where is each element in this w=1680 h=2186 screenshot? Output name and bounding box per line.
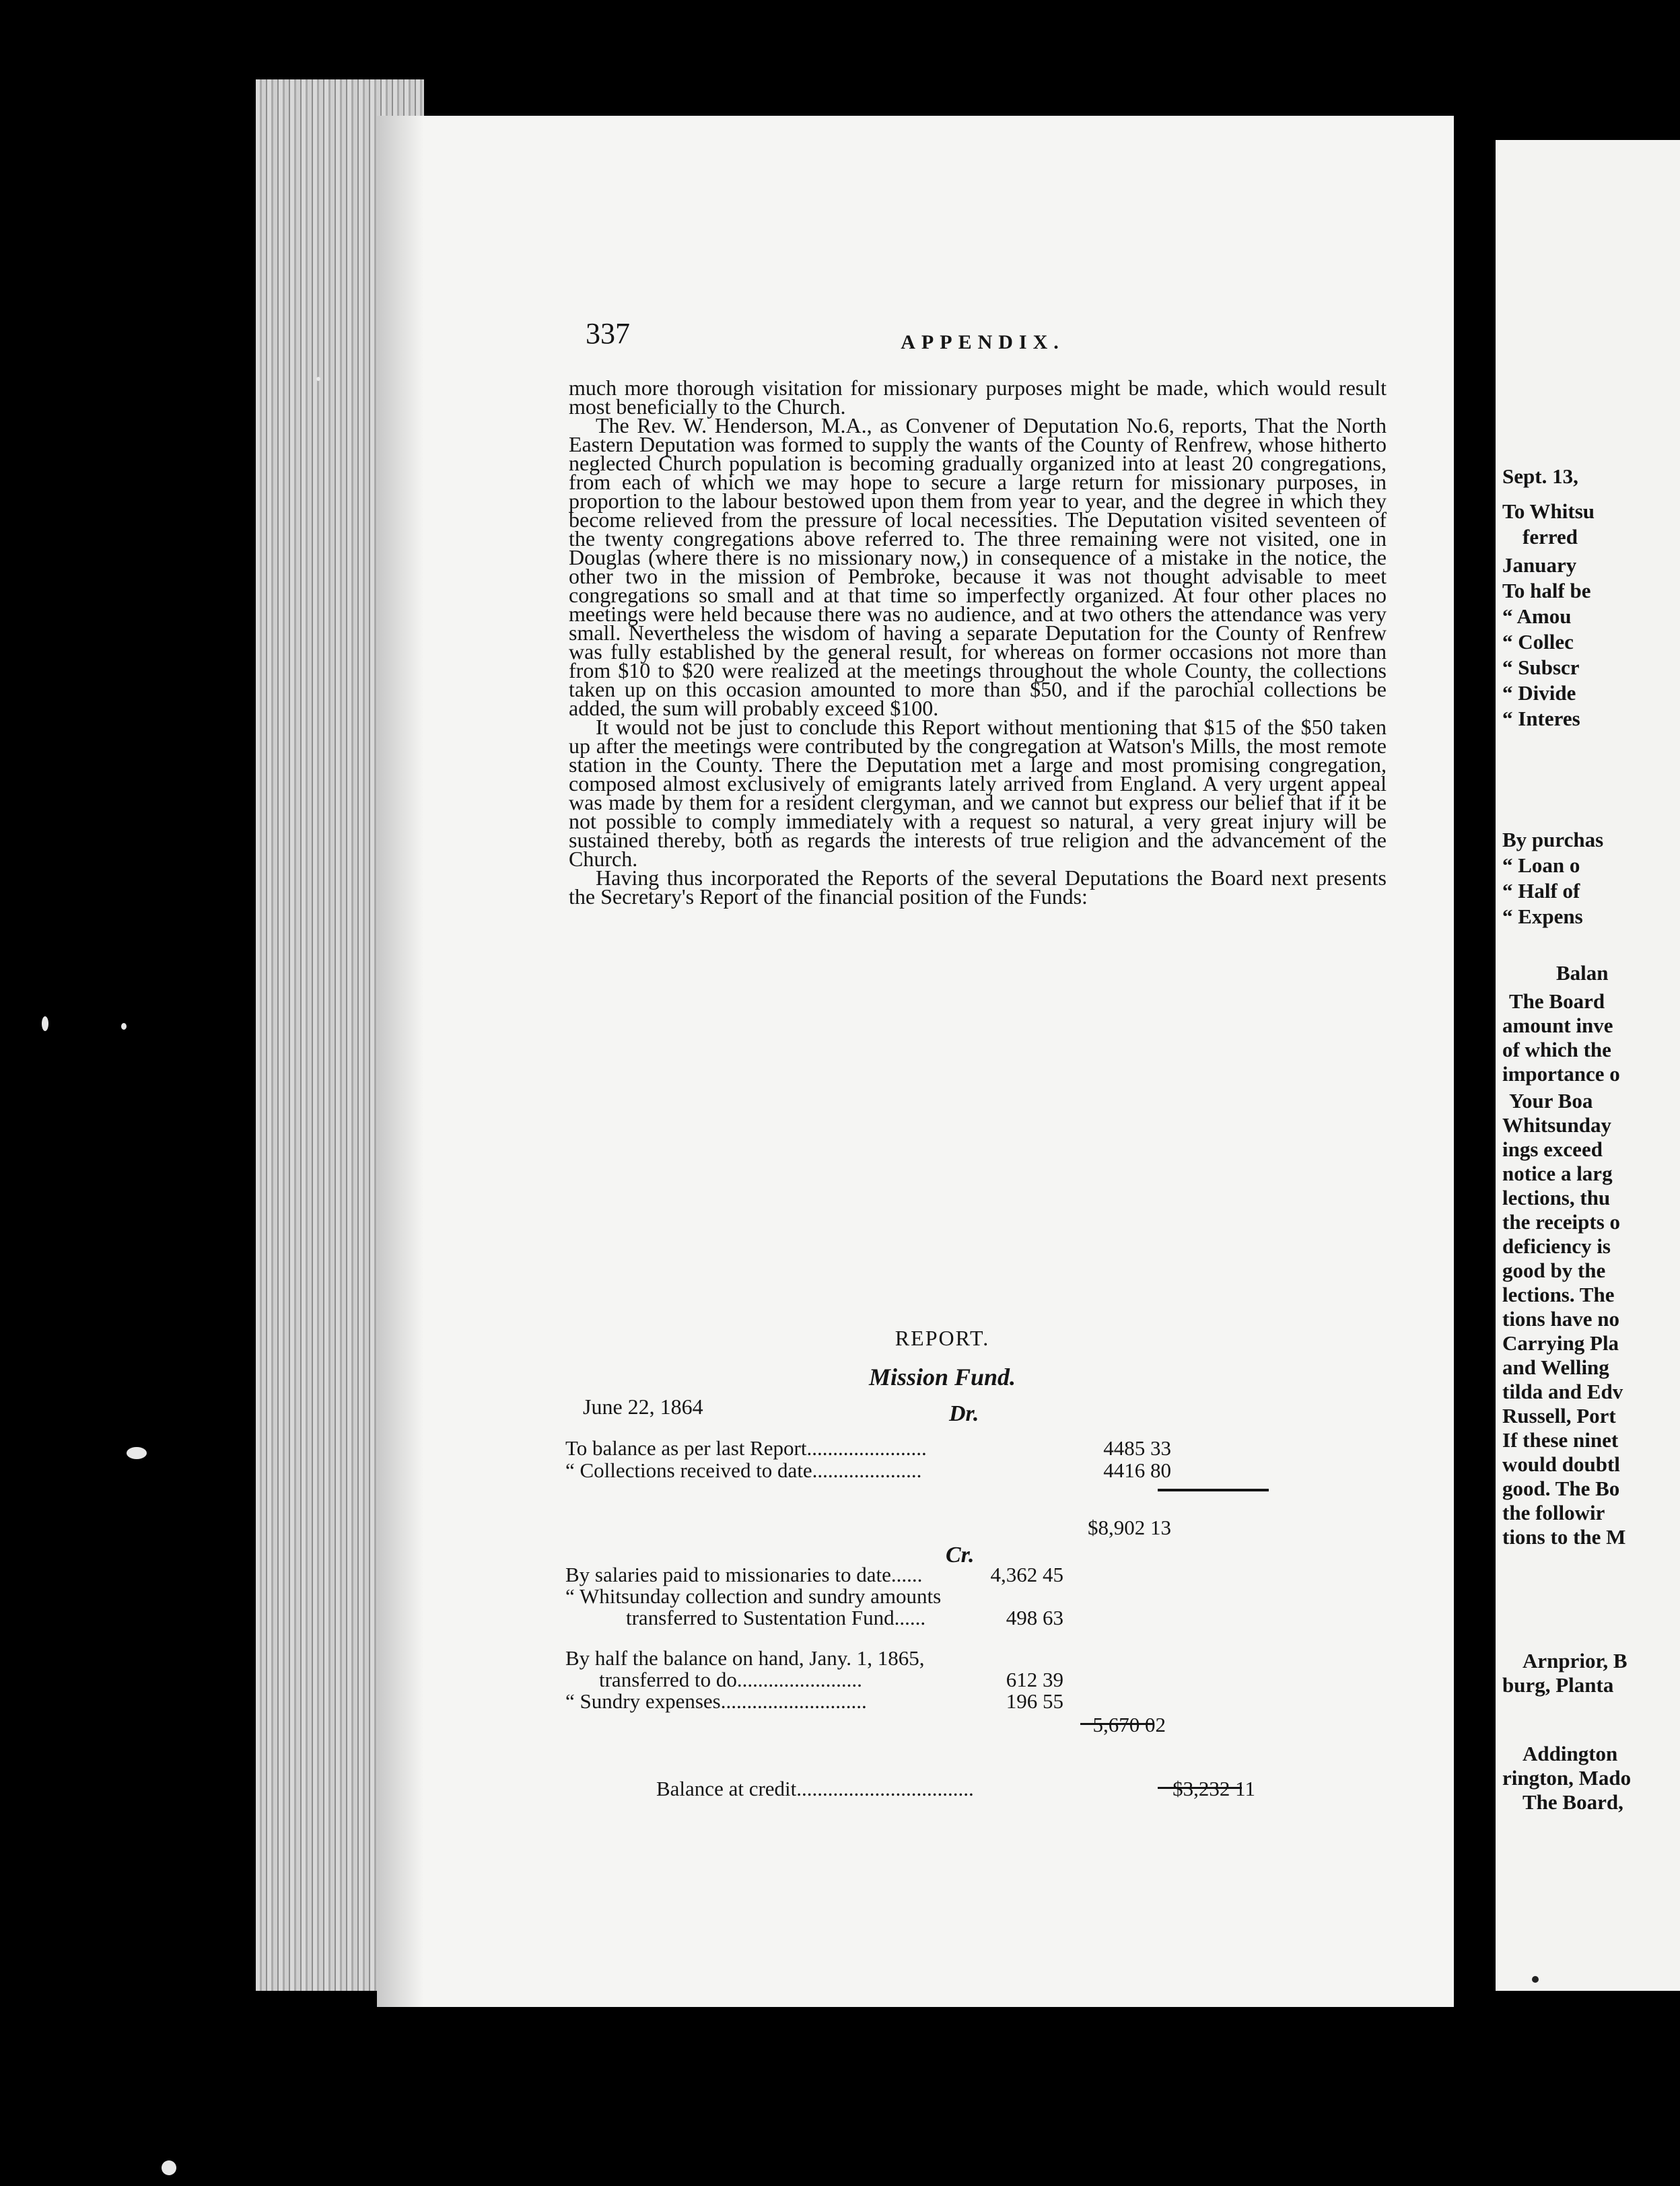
right-line: tions to the M <box>1502 1525 1626 1549</box>
ledger-row <box>565 1668 1373 1691</box>
ledger-row <box>565 1646 1373 1670</box>
ledger-label: By salaries paid to missionaries to date...... <box>565 1563 923 1586</box>
running-head: APPENDIX. <box>901 331 1065 353</box>
paragraph: The Rev. W. Henderson, M.A., as Convener of Deputation No.6, reports, That the North Eastern Deputation was formed to supply the wants of the County of Renfrew, whose hitherto neglected Church population is becoming gradually organized into at least 20 congregations, from each of which we may hope to secure a large return for missionary purposes, in proportion to the labour bestowed upon them from year to year, and the degree in which they become relieved from the pressure of local necessities. The Deputation visited seventeen of the twenty congregations above referred to. The three remaining were not visited, one in Douglas (where there is no missionary now,) in consequence of a mistake in the notice, the other two in the mission of Pembroke, because it was not thought advisable to meet congregations so small and at that time so imperfectly organized. At four other places no meetings were held because there was no audience, and at two others the attendance was very small. Nevertheless the wisdom of having a separate Deputation for the County of Renfrew was fully established by the general result, for whereas on former occasions not more than from $10 to $20 were realized at the meetings throughout the whole County, the collections taken up on this occasion amounted to more than $50, and if the parochial collections be added, the sum will probably exceed $100. <box>569 413 1387 720</box>
balance-amount: $3,232 11 <box>1172 1777 1255 1800</box>
paragraph: much more thorough visitation for missionary purposes might be made, which would result most beneficially to the Church. <box>569 376 1387 419</box>
right-line: tions have no <box>1502 1307 1619 1331</box>
ink-dot <box>1532 1976 1539 1983</box>
right-page-text <box>1502 464 1680 1878</box>
report-title: REPORT. <box>895 1326 990 1350</box>
right-line: The Board <box>1509 989 1605 1013</box>
right-line: good by the <box>1502 1259 1606 1282</box>
ledger-amount: 4416 80 <box>1103 1458 1171 1482</box>
right-line: “ Amou <box>1502 604 1572 628</box>
right-line: and Welling <box>1502 1355 1609 1379</box>
right-line: lections, thu <box>1502 1186 1611 1209</box>
right-line: of which the <box>1502 1038 1611 1061</box>
ledger-subtotal-row <box>565 1713 1373 1736</box>
ledger-row <box>565 1689 1373 1713</box>
right-line: Whitsunday <box>1502 1113 1611 1137</box>
paper-speck <box>121 1023 127 1030</box>
right-line: lections. The <box>1502 1283 1615 1306</box>
right-line: good. The Bo <box>1502 1477 1620 1500</box>
ledger-subtotal: 5,670 02 <box>1092 1713 1166 1736</box>
right-line: burg, Planta <box>1502 1673 1614 1697</box>
page-header <box>586 316 1380 363</box>
ledger-amount: 4,362 45 <box>990 1563 1063 1586</box>
balance-row <box>565 1777 1373 1800</box>
right-line: “ Loan o <box>1502 853 1580 877</box>
right-line: January <box>1502 553 1577 577</box>
ledger-total-row <box>565 1516 1373 1539</box>
right-line: Your Boa <box>1509 1089 1593 1113</box>
ledger-amount: 612 39 <box>1006 1668 1063 1691</box>
paper-speck <box>316 377 320 381</box>
right-line: ferred <box>1523 525 1578 549</box>
paper-speck <box>162 2160 176 2175</box>
page-number: 337 <box>586 317 630 350</box>
ledger-row <box>565 1584 1373 1608</box>
right-line: the followir <box>1502 1501 1605 1524</box>
balance-label: Balance at credit.................................. <box>656 1777 974 1800</box>
credit-heading: Cr. <box>946 1543 975 1567</box>
right-line: Russell, Port <box>1502 1404 1616 1427</box>
debit-heading: Dr. <box>949 1401 979 1426</box>
ledger-amount: 4485 33 <box>1103 1436 1171 1460</box>
fund-title: Mission Fund. <box>868 1364 1016 1390</box>
paragraph: Having thus incorporated the Reports of the several Deputations the Board next presents the Secretary's Report of the financial position of the Funds: <box>569 866 1387 909</box>
ledger-label: “ Collections received to date..................... <box>565 1458 922 1482</box>
paper-speck <box>127 1447 147 1459</box>
body-text <box>569 376 1387 909</box>
right-line: To half be <box>1502 579 1591 602</box>
right-line: Carrying Pla <box>1502 1331 1619 1355</box>
ledger-label: transferred to do........................ <box>599 1668 862 1691</box>
right-line: To Whitsu <box>1502 499 1595 523</box>
right-line: Balan <box>1556 961 1609 985</box>
right-line: tilda and Edv <box>1502 1380 1623 1403</box>
right-line: the receipts o <box>1502 1210 1621 1234</box>
ledger-row <box>565 1563 1373 1586</box>
ledger-row <box>565 1458 1373 1482</box>
ledger-total: $8,902 13 <box>1088 1516 1171 1539</box>
paper-speck <box>42 1016 48 1031</box>
right-line: would doubtl <box>1502 1452 1620 1476</box>
right-line: Addington <box>1523 1742 1618 1765</box>
right-line: The Board, <box>1523 1790 1623 1814</box>
ledger-label: “ Whitsunday collection and sundry amounts <box>565 1584 942 1608</box>
ledger-amount: 196 55 <box>1006 1689 1063 1713</box>
right-line: rington, Mado <box>1502 1766 1632 1790</box>
ledger-row <box>565 1436 1373 1460</box>
right-line: “ Expens <box>1502 905 1583 928</box>
ledger-row <box>565 1606 1373 1629</box>
report-date: June 22, 1864 <box>583 1395 703 1419</box>
right-line: Arnprior, B <box>1523 1649 1628 1672</box>
right-line: If these ninet <box>1502 1428 1619 1452</box>
right-line: notice a larg <box>1502 1162 1613 1185</box>
right-line: “ Divide <box>1502 681 1576 705</box>
ledger-amount: 498 63 <box>1006 1606 1063 1629</box>
right-line: ings exceed <box>1502 1137 1603 1161</box>
right-line: “ Half of <box>1502 879 1580 903</box>
ledger-label: To balance as per last Report....................... <box>565 1436 927 1460</box>
right-line: “ Subscr <box>1502 656 1580 679</box>
right-line: “ Interes <box>1502 707 1580 730</box>
ledger-label: “ Sundry expenses............................ <box>565 1689 867 1713</box>
paragraph: It would not be just to conclude this Report without mentioning that $15 of the $50 taken up after the meetings were contributed by the congregation at Watson's Mills, the most remote station in the County. There the Deputation met a large and most promising congregation, composed almost exclusively of emigrants lately arrived from England. A very urgent appeal was made by them for a resident clergyman, and we cannot but express our belief that if it be not possible to comply immediately with a request so natural, a very great injury will be sustained thereby, both as regards the interests of true religion and the advancement of the Church. <box>569 715 1387 871</box>
ledger-rule <box>1158 1489 1269 1491</box>
right-line: By purchas <box>1502 828 1604 851</box>
right-line: “ Collec <box>1502 630 1574 654</box>
ledger-label: transferred to Sustentation Fund...... <box>626 1606 926 1629</box>
right-line: Sept. 13, <box>1502 464 1578 488</box>
page-gutter-shadow <box>377 116 424 2007</box>
right-line: importance o <box>1502 1062 1620 1086</box>
right-line: amount inve <box>1502 1014 1613 1037</box>
ledger-label: By half the balance on hand, Jany. 1, 1865, <box>565 1646 925 1670</box>
right-line: deficiency is <box>1502 1234 1611 1258</box>
